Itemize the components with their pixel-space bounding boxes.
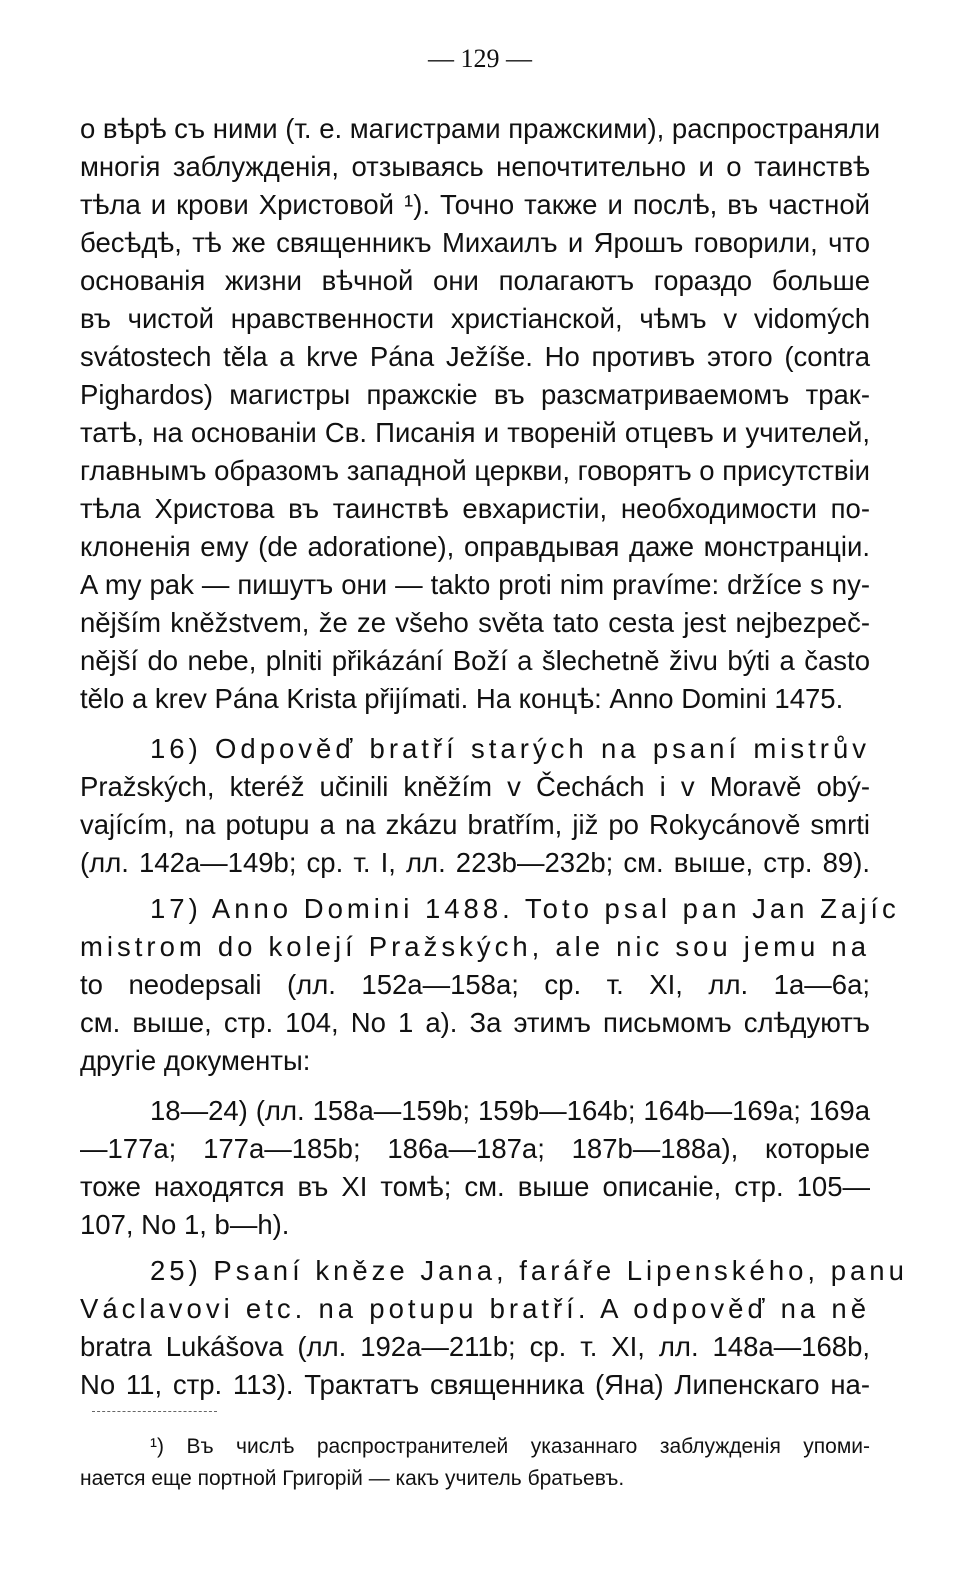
text-line: тѣла Христова въ таинствѣ евхаристіи, необходимости по- <box>80 493 870 524</box>
text-line: to neodepsali (лл. 152a—158a; ср. т. XI, лл. 1a—6a; <box>80 969 870 1000</box>
text-line: основанія жизни вѣчной они полагаютъ гораздо больше <box>80 265 870 296</box>
footnote-separator <box>92 1411 217 1412</box>
footnote-line: нается еще портной Григорій — какъ учитель братьевъ. <box>80 1467 625 1490</box>
text-line: 25) Psaní kněze Jana, faráře Lipenského, panu <box>150 1255 908 1286</box>
text-line: другіе документы: <box>80 1045 311 1076</box>
text-line: No 11, стр. 113). Трактатъ священника (Яна) Липенскаго на- <box>80 1369 870 1400</box>
text-line: bratra Lukášova (лл. 192a—211b; ср. т. XI, лл. 148a—168b, <box>80 1331 870 1362</box>
text-line: 16) Odpověď bratří starých na psaní mistrův <box>150 733 870 764</box>
text-line: главнымъ образомъ западной церкви, говорятъ о присутствіи <box>80 455 870 486</box>
text-line: въ чистой нравственности христіанской, чѣмъ v vidomých <box>80 303 870 334</box>
text-line: татѣ, на основаніи Св. Писанія и твореній отцевъ и учителей, <box>80 417 870 448</box>
text-line: A my pak — пишутъ они — takto proti nim pravíme: držíce s ny- <box>80 569 870 600</box>
footnote-line: ¹) Въ числѣ распространителей указаннаго заблужденія упоми- <box>150 1435 870 1458</box>
text-line: см. выше, стр. 104, No 1 a). За этимъ письмомъ слѣдуютъ <box>80 1007 870 1038</box>
text-line: vajícím, na potupu a na zkázu bratřím, již po Rokycánově smrti <box>80 809 870 840</box>
text-line: 17) Anno Domini 1488. Toto psal pan Jan Zajíc <box>150 893 900 924</box>
text-line: —177a; 177a—185b; 186a—187a; 187b—188a), которые <box>80 1133 870 1164</box>
text-line: 107, No 1, b—h). <box>80 1209 290 1240</box>
text-line: 18—24) (лл. 158a—159b; 159b—164b; 164b—169a; 169a <box>150 1095 870 1126</box>
text-line: Pighardos) магистры пражскіе въ разсматриваемомъ трак- <box>80 379 870 410</box>
text-line: nějším kněžstvem, že ze všeho světa tato cesta jest nejbezpeč- <box>80 607 870 638</box>
text-line: тѣла и крови Христовой ¹). Точно также и послѣ, въ частной <box>80 189 870 220</box>
text-line: Pražských, kteréž učinili kněžím v Čechách i v Moravě obý- <box>80 771 870 802</box>
text-line: бесѣдѣ, тѣ же священникъ Михаилъ и Ярошъ говорили, что <box>80 227 870 258</box>
text-line: mistrom do kolejí Pražských, ale nic sou jemu na <box>80 931 870 962</box>
text-line: (лл. 142a—149b; ср. т. I, лл. 223b—232b; см. выше, стр. 89). <box>80 847 870 878</box>
page-number: — 129 — <box>428 44 532 73</box>
text-line: тоже находятся въ XI томѣ; см. выше описаніе, стр. 105— <box>80 1171 870 1202</box>
text-line: tělo a krev Pána Krista přijímati. На концѣ: Anno Domini 1475. <box>80 683 844 714</box>
text-line: Václavovi etc. na potupu bratří. A odpověď na ně <box>80 1293 870 1324</box>
text-line: о вѣрѣ съ ними (т. е. магистрами пражскими), распространяли <box>80 113 881 144</box>
text-line: многія заблужденія, отзываясь непочтительно и о таинствѣ <box>80 151 870 182</box>
text-line: nější do nebe, plniti přikázání Boží a šlechetně živu býti a často <box>80 645 870 676</box>
text-line: svátostech těla a krve Pána Ježíše. Но противъ этого (contra <box>80 341 870 372</box>
text-line: клоненія ему (de adoratione), оправдывая даже монстранціи. <box>80 531 870 562</box>
